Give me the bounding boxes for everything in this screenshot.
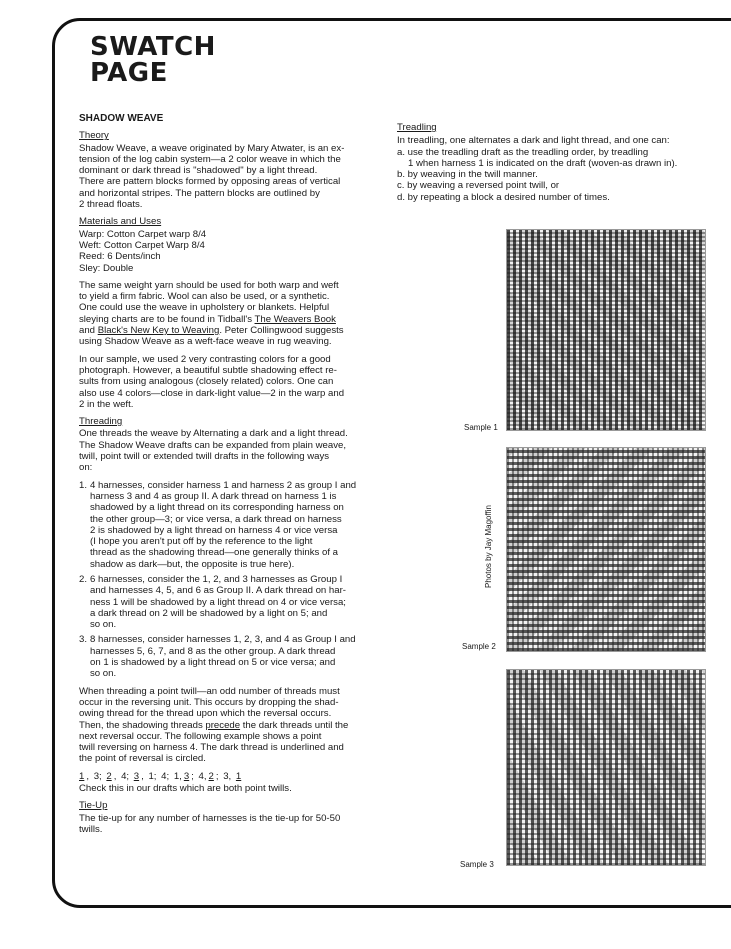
sample-3-label: Sample 3 [460, 860, 494, 869]
text-line [79, 720, 391, 731]
sample-2-label: Sample 2 [462, 642, 496, 651]
threading-sequence [79, 771, 391, 782]
treadling-intro: In treadling, one alternates a dark and light thread, and one can: [397, 135, 670, 147]
seq-sep: , [113, 770, 117, 782]
materials-list [79, 229, 391, 274]
sample-3-photo [506, 669, 706, 866]
tieup-heading: Tie-Up [79, 800, 108, 812]
list-item: d. by repeating a block a desired number of times. [397, 191, 610, 203]
seq-dark: 2 [106, 770, 112, 782]
list-item [79, 634, 391, 679]
text-line: harnesses 5, 6, 7, and 8 as the other group. A dark thread [90, 645, 336, 657]
seq-dark: 3 [183, 770, 190, 782]
seq-dark: 3 [133, 770, 140, 782]
seq-light: 3; [93, 770, 102, 782]
list-number: 3. [79, 634, 88, 646]
book-title: Black's New Key to Weaving [97, 325, 220, 337]
sample-1-label: Sample 1 [464, 423, 498, 432]
list-number: 1. [79, 479, 88, 491]
theory-heading: Theory [79, 130, 109, 142]
seq-light: 3, [223, 770, 232, 782]
text-fragment: . Peter Collingwood suggests [219, 325, 344, 337]
text-line: using Shadow Weave as a weft-face weave in rug weaving. [79, 336, 332, 348]
text-line: to yield a firm fabric. Wool can also be used, or a synthetic. [79, 291, 330, 303]
treadling-list [397, 147, 727, 203]
text-line: There are pattern blocks formed by opposing areas of vertical [79, 176, 341, 188]
threading-intro [79, 428, 391, 473]
text-line: the point of reversal is circled. [79, 753, 206, 765]
text-line: photograph. However, a beautiful subtle shadowing effect re- [79, 364, 337, 376]
treadling-heading: Treadling [397, 122, 437, 133]
list-item [79, 480, 391, 570]
article-heading: SHADOW WEAVE [79, 113, 164, 124]
seq-sep: , [141, 770, 144, 782]
text-line: dominant or dark thread is "shadowed" by a light thread. [79, 165, 318, 177]
seq-light: 1, [173, 770, 182, 782]
text-fragment: sleying charts are to be found in Tidball's [79, 313, 255, 325]
seq-light: 4; [121, 770, 130, 782]
tieup-text [79, 813, 391, 836]
seq-reversal: 4; [161, 770, 170, 782]
text-line: Shadow Weave, a weave originated by Mary Atwater, is an ex- [79, 142, 345, 154]
threading-list [79, 480, 391, 680]
text-fragment: the dark threads until the [240, 719, 349, 731]
sample-paragraph [79, 354, 391, 410]
text-line: sults from using analogous (closely related) colors. One can [79, 376, 334, 388]
seq-light: ; [215, 770, 219, 782]
text-line: One could use the weave in upholstery or blankets. Helpful [79, 302, 330, 314]
text-line: shadowed by a light thread on its corresponding harness on [90, 502, 344, 514]
text-line: on: [79, 462, 93, 474]
list-item-text [90, 634, 356, 679]
text-line: occur in the reversing unit. This occurs by dropping the shad- [79, 696, 339, 708]
text-line: owing thread for the thread upon which the reversal occurs. [79, 708, 332, 720]
seq-light: ; [191, 770, 194, 782]
text-line: thread as the shadowing thread—one generally thinks of a [90, 547, 338, 559]
text-line: a dark thread on 2 will be shadowed by a light on 5; and [90, 607, 328, 619]
text-line: next reversal occur. The following example shows a point [79, 730, 322, 742]
text-line [79, 314, 391, 325]
list-item: b. by weaving in the twill manner. [397, 169, 538, 181]
text-line: In our sample, we used 2 very contrasting colors for a good [79, 353, 331, 365]
book-title: The Weavers Book [254, 313, 336, 325]
page-title [90, 34, 216, 86]
title-line-2: PAGE [90, 58, 168, 88]
seq-light: 4, [198, 770, 207, 782]
text-line: and horizontal stripes. The pattern blocks are outlined by [79, 187, 320, 199]
text-line: One threads the weave by Alternating a dark and a light thread. [79, 428, 348, 440]
text-line: twill reversing on harness 4. The dark thread is underlined and [79, 742, 344, 754]
text-line: and harnesses 4, 5, and 6 as Group II. A dark thread on har- [90, 585, 346, 597]
list-number: 2. [79, 573, 88, 585]
seq-dark: 2 [208, 770, 214, 782]
list-item: a. use the treadling draft as the treadling order, by treadling [397, 146, 649, 158]
text-line: harness 3 and 4 as group II. A dark thread on harness 1 is [90, 490, 337, 502]
text-line: twills. [79, 823, 103, 835]
materials-paragraph [79, 280, 391, 348]
text-fragment: and [79, 325, 98, 337]
text-line: 2 thread floats. [79, 199, 143, 211]
text-line: so on. [90, 668, 117, 680]
text-line: twill, point twill or extended twill drafts in the following ways [79, 451, 330, 463]
materials-heading: Materials and Uses [79, 216, 162, 228]
right-column [397, 122, 727, 203]
text-line: 6 harnesses, consider the 1, 2, and 3 harnesses as Group I [90, 573, 343, 585]
text-line: 8 harnesses, consider harnesses 1, 2, 3, and 4 as Group I and [90, 634, 356, 646]
text-line: Warp: Cotton Carpet warp 8/4 [79, 228, 207, 240]
text-line: 2 is shadowed by a light thread on harness 4 or vice versa [90, 524, 338, 536]
list-item: c. by weaving a reversed point twill, or [397, 180, 560, 192]
list-item-text [90, 574, 346, 630]
emphasized-word: precede [205, 719, 241, 731]
list-item-continued: 1 when harness 1 is indicated on the draft (woven-as drawn in). [408, 157, 678, 169]
text-line: Sley: Double [79, 262, 134, 274]
point-twill-paragraph [79, 686, 391, 765]
photo-credit: Photos by Jay Magoffin [484, 504, 493, 588]
text-line: tension of the log cabin system—a 2 color weave in which the [79, 153, 341, 165]
text-line: (I hope you aren't put off by the reference to the light [90, 536, 313, 548]
seq-sep: , [86, 770, 90, 782]
text-line: also use 4 colors—close in dark-light value—2 in the warp and [79, 387, 345, 399]
threading-heading: Threading [79, 416, 123, 428]
text-line: When threading a point twill—an odd number of threads must [79, 685, 340, 697]
text-line: 4 harnesses, consider harness 1 and harness 2 as group I and [90, 479, 357, 491]
text-line [79, 325, 391, 336]
theory-text [79, 143, 391, 211]
left-column [79, 113, 391, 841]
list-item [79, 574, 391, 630]
text-line: Weft: Cotton Carpet Warp 8/4 [79, 239, 205, 251]
sample-1-photo [506, 229, 706, 431]
text-line: The Shadow Weave drafts can be expanded from plain weave, [79, 439, 347, 451]
title-line-1: SWATCH [90, 32, 216, 62]
text-line: ness 1 will be shadowed by a light thread on 4 or vice versa; [90, 596, 346, 608]
text-line: on 1 is shadowed by a light thread on 5 or vice versa; and [90, 657, 336, 669]
text-line: The tie-up for any number of harnesses is the tie-up for 50-50 [79, 812, 341, 824]
sample-2-photo [506, 447, 706, 652]
text-line: 2 in the weft. [79, 398, 134, 410]
seq-light: 1; [148, 770, 157, 782]
list-item-text [90, 480, 356, 570]
text-line: so on. [90, 619, 117, 631]
seq-dark: 1 [79, 770, 85, 782]
seq-dark: 1 [235, 770, 242, 782]
check-text: Check this in our drafts which are both point twills. [79, 783, 292, 795]
text-line: the other group—3; or vice versa, a dark thread on harness [90, 513, 342, 525]
text-line: shadow as dark—but, the opposite is true here). [90, 558, 295, 570]
text-line: Reed: 6 Dents/inch [79, 251, 161, 263]
text-line: The same weight yarn should be used for both warp and weft [79, 279, 339, 291]
text-fragment: Then, the shadowing threads [79, 719, 206, 731]
